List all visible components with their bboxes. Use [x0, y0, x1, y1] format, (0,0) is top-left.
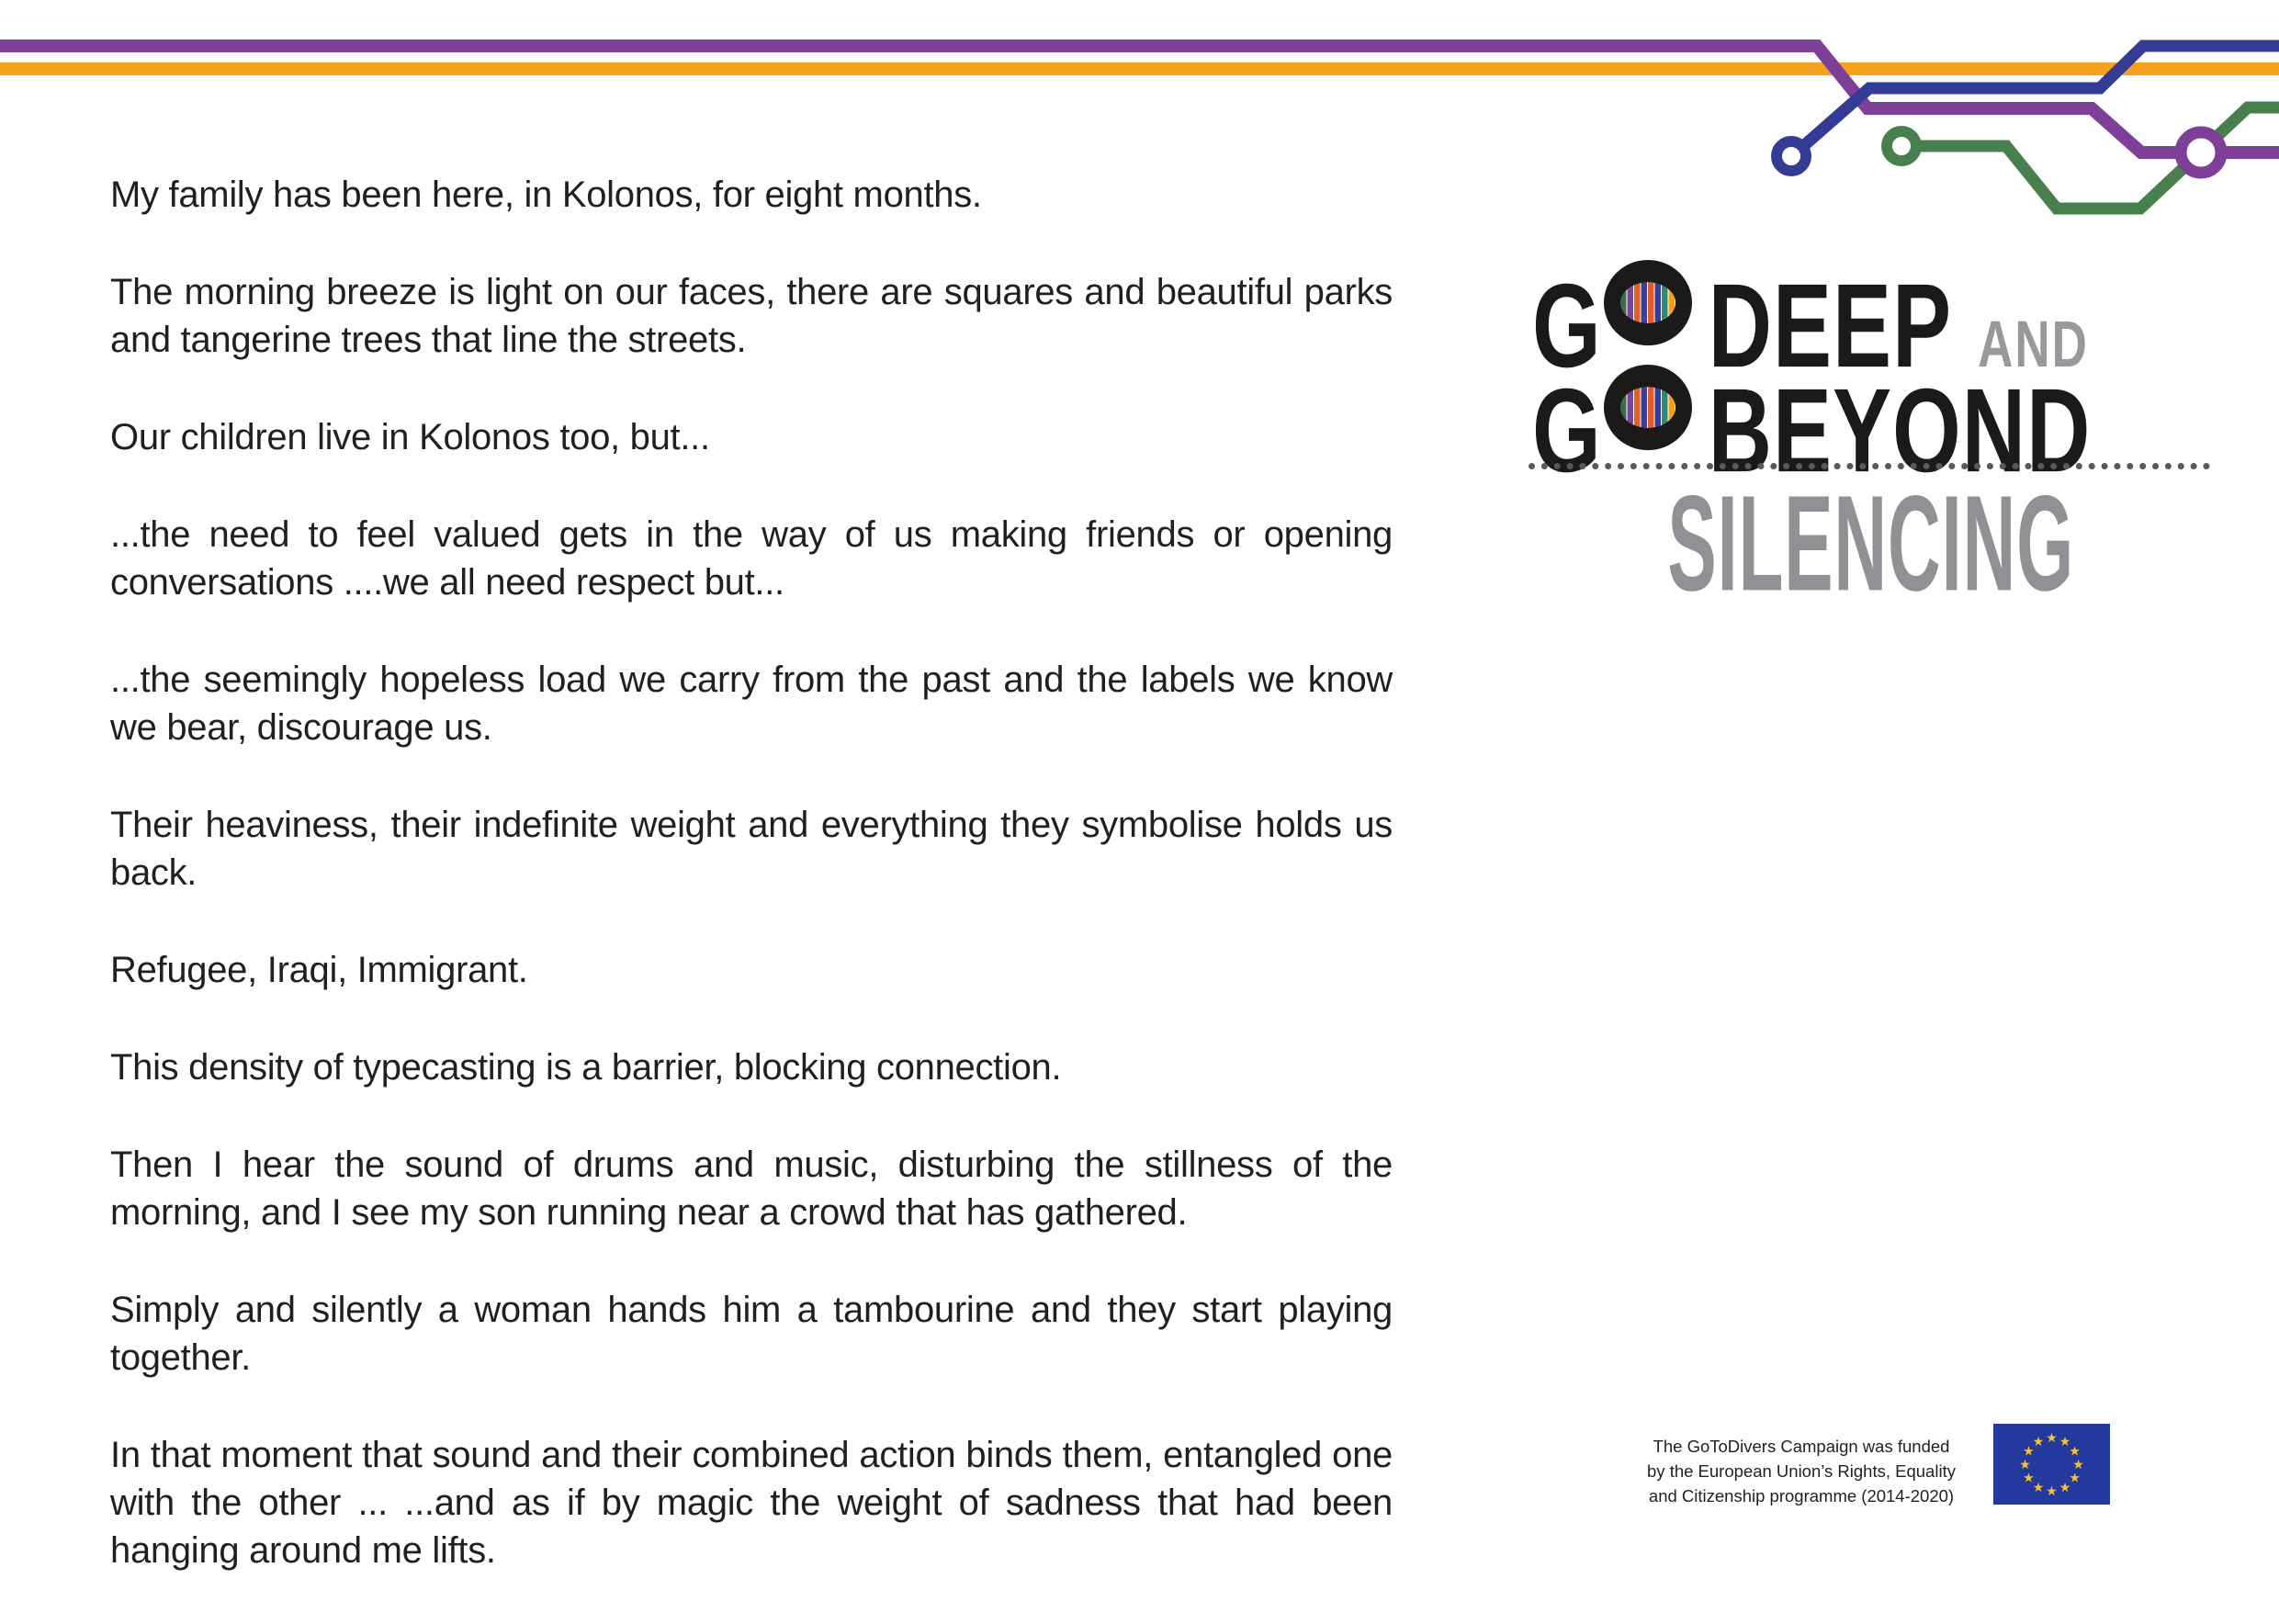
navy-station-icon — [1777, 141, 1806, 171]
story-paragraph: Simply and silently a woman hands him a tambourine and they start playing together. — [110, 1290, 1393, 1378]
purple-station-icon — [2181, 132, 2221, 173]
logo-letter-g: G — [1532, 365, 1602, 498]
eu-attribution-line: and Citizenship programme (2014-2020) — [1648, 1486, 1955, 1506]
logo-word-deep: DEEP — [1708, 260, 1953, 393]
story-paragraph: ...the need to feel valued gets in the way of us making friends or opening conversations ....we all need respect but... — [110, 514, 1393, 603]
story-paragraph: The morning breeze is light on our faces, there are squares and beautiful parks and tangerine trees that line the streets. — [110, 272, 1393, 360]
svg-text:★: ★ — [2069, 1471, 2081, 1486]
purple-metro-line — [0, 46, 2279, 152]
svg-text:★: ★ — [2072, 1458, 2084, 1472]
svg-text:★: ★ — [2059, 1481, 2071, 1496]
svg-text:★: ★ — [2023, 1444, 2035, 1460]
svg-text:★: ★ — [2069, 1444, 2081, 1460]
section-title: SILENCING — [1667, 468, 2075, 620]
svg-text:★: ★ — [2059, 1434, 2071, 1449]
logo-word-beyond: BEYOND — [1708, 365, 2092, 498]
section-title-wrap — [1532, 468, 2210, 620]
svg-text:★: ★ — [2023, 1471, 2035, 1486]
green-station-icon — [1887, 131, 1916, 161]
eu-attribution-line: The GoToDivers Campaign was funded — [1653, 1437, 1950, 1456]
svg-text:★: ★ — [2046, 1484, 2058, 1499]
story-paragraph: Our children live in Kolonos too, but... — [110, 417, 710, 457]
logo-word-and: AND — [1978, 308, 2089, 382]
story-paragraph: Refugee, Iraqi, Immigrant. — [110, 950, 528, 990]
eu-attribution-line: by the European Union’s Rights, Equality — [1647, 1461, 1956, 1481]
logo-line-go-beyond — [1532, 365, 2092, 498]
eu-flag-icon — [1993, 1424, 2110, 1505]
svg-text:★: ★ — [2032, 1434, 2045, 1449]
story-paragraph: This density of typecasting is a barrier, blocking connection. — [110, 1047, 1062, 1088]
svg-text:★: ★ — [2019, 1458, 2031, 1472]
story-paragraph: Then I hear the sound of drums and music, disturbing the stillness of the morning, and I see my son running near a crowd that has gathered. — [110, 1145, 1393, 1233]
story-paragraph: My family has been here, in Kolonos, for eight months. — [110, 175, 982, 215]
striped-o-icon — [1604, 260, 1692, 345]
eu-attribution-text — [1609, 1434, 1993, 1508]
story-paragraph: ...the seemingly hopeless load we carry from the past and the labels we know we bear, discourage us. — [110, 660, 1393, 748]
logo-letter-g: G — [1532, 260, 1602, 393]
striped-o-icon — [1604, 365, 1692, 450]
story-paragraph: Their heaviness, their indefinite weight and everything they symbolise holds us back. — [110, 805, 1393, 893]
story-column — [110, 171, 1393, 1624]
svg-text:★: ★ — [2046, 1431, 2058, 1446]
svg-text:★: ★ — [2032, 1481, 2045, 1496]
story-paragraph: In that moment that sound and their combined action binds them, entangled one with the other ... ...and as if by magic the weight of sadness that had been hanging around me lifts. — [110, 1435, 1393, 1571]
